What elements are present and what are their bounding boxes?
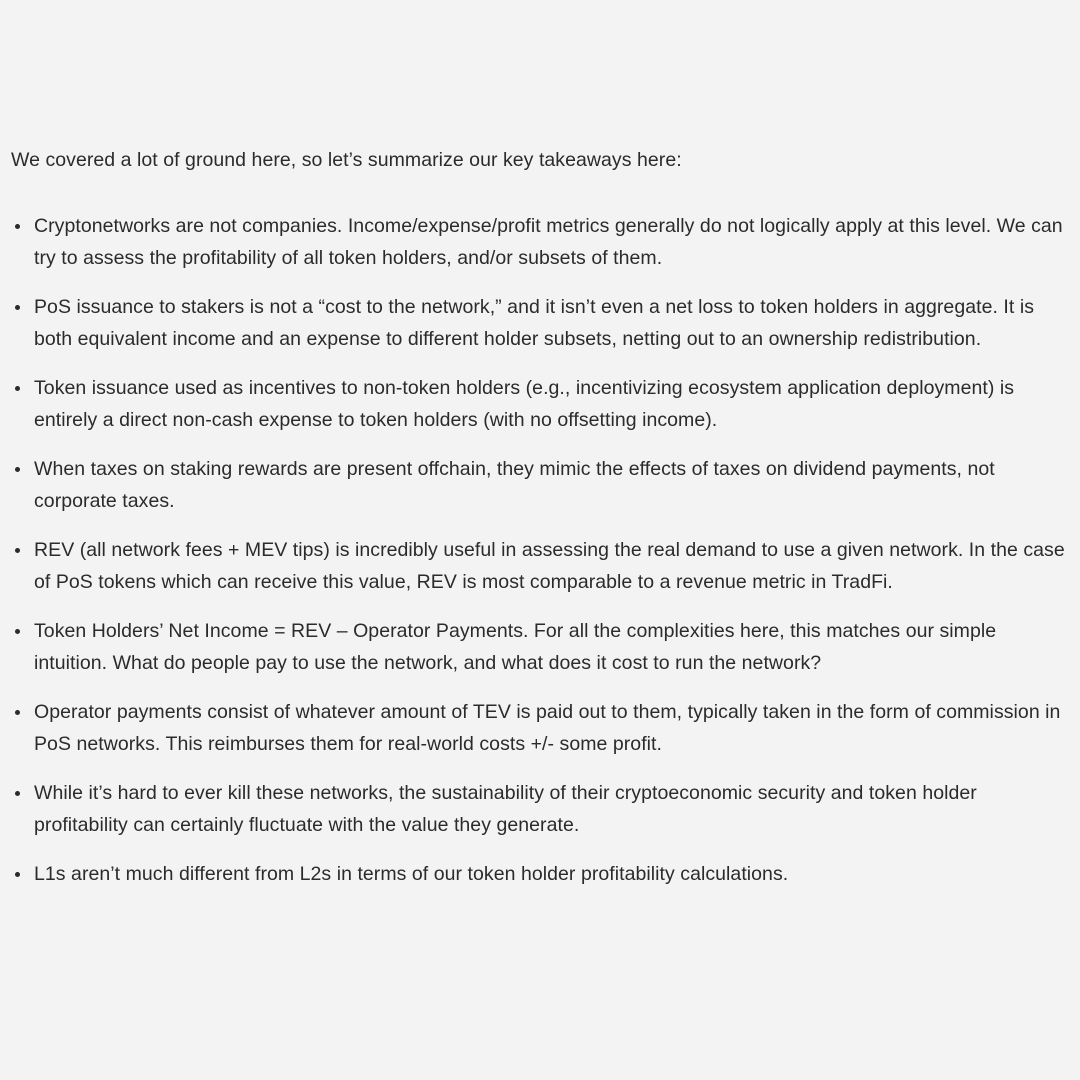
list-item <box>11 210 1072 274</box>
bullet-icon <box>15 791 20 796</box>
list-item-text: Cryptonetworks are not companies. Income/expense/profit metrics generally do not logically apply at this level. We can try to assess the profitability of all token holders, and/or subsets of them. <box>34 215 1063 269</box>
bullet-icon <box>15 224 20 229</box>
list-item-text: L1s aren’t much different from L2s in terms of our token holder profitability calculations. <box>34 863 789 885</box>
list-item <box>11 858 1072 890</box>
list-item <box>11 696 1072 760</box>
list-item <box>11 615 1072 679</box>
bullet-icon <box>15 548 20 553</box>
bullet-icon <box>15 386 20 391</box>
list-item <box>11 291 1072 355</box>
list-item-text: Operator payments consist of whatever amount of TEV is paid out to them, typically taken in the form of commission in PoS networks. This reimburses them for real-world costs +/- some profit. <box>34 701 1061 755</box>
intro-paragraph: We covered a lot of ground here, so let’s summarize our key takeaways here: <box>11 149 682 171</box>
bullet-icon <box>15 305 20 310</box>
list-item <box>11 453 1072 517</box>
bullet-icon <box>15 629 20 634</box>
list-item-text: Token Holders’ Net Income = REV – Operator Payments. For all the complexities here, this matches our simple intuition. What do people pay to use the network, and what does it cost to run the network? <box>34 620 997 674</box>
list-item-text: REV (all network fees + MEV tips) is incredibly useful in assessing the real demand to use a given network. In the case of PoS tokens which can receive this value, REV is most comparable to a revenue metric in TradFi. <box>34 539 1065 593</box>
list-item-text: When taxes on staking rewards are present offchain, they mimic the effects of taxes on dividend payments, not corporate taxes. <box>34 458 995 512</box>
bullet-icon <box>15 872 20 877</box>
takeaways-list <box>11 210 1072 890</box>
list-item <box>11 372 1072 436</box>
list-item-text: While it’s hard to ever kill these networks, the sustainability of their cryptoeconomic security and token holder profitability can certainly fluctuate with the value they generate. <box>34 782 977 836</box>
list-item <box>11 534 1072 598</box>
bullet-icon <box>15 467 20 472</box>
list-item-text: PoS issuance to stakers is not a “cost to the network,” and it isn’t even a net loss to token holders in aggregate. It is both equivalent income and an expense to different holder subsets, netting out to an ownership redistribution. <box>34 296 1034 350</box>
list-item-text: Token issuance used as incentives to non-token holders (e.g., incentivizing ecosystem application deployment) is entirely a direct non-cash expense to token holders (with no offsetting income). <box>34 377 1015 431</box>
list-item <box>11 777 1072 841</box>
bullet-icon <box>15 710 20 715</box>
